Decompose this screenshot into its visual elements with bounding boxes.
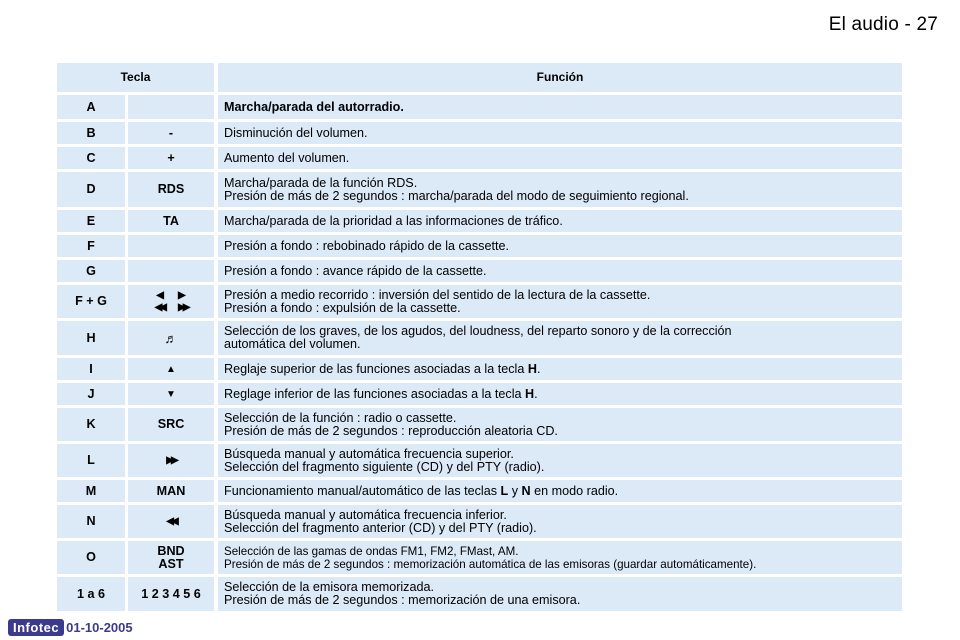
key-line: BND	[157, 543, 185, 558]
key-function-table	[57, 63, 902, 614]
row-function	[218, 408, 902, 441]
row-function: Marcha/parada del autorradio.	[218, 95, 902, 119]
row-letter: B	[57, 122, 125, 144]
footer	[8, 619, 133, 636]
table-row	[57, 147, 902, 169]
double-left-icon: ◀◀	[154, 301, 164, 313]
row-letter: G	[57, 260, 125, 282]
row-key	[128, 383, 214, 405]
table-row	[57, 383, 902, 405]
row-letter: F + G	[57, 285, 125, 318]
table-row	[57, 321, 902, 355]
row-function	[218, 444, 902, 477]
row-key	[128, 260, 214, 282]
row-key	[128, 505, 214, 538]
function-text-end: .	[534, 386, 538, 401]
table-row	[57, 577, 902, 611]
row-letter: F	[57, 235, 125, 257]
row-function: Presión a fondo : avance rápido de la cassette.	[218, 260, 902, 282]
function-line: Marcha/parada de la función RDS.	[224, 175, 418, 190]
function-line: Selección de las gamas de ondas FM1, FM2, FMast, AM.	[224, 544, 519, 558]
function-text-end: en modo radio.	[530, 483, 619, 498]
row-letter: M	[57, 480, 125, 502]
function-line: Selección del fragmento anterior (CD) y del PTY (radio).	[224, 520, 537, 535]
row-key	[128, 235, 214, 257]
function-line: Selección de la función : radio o cassette.	[224, 410, 457, 425]
table-row	[57, 358, 902, 380]
function-text: Funcionamiento manual/automático de las teclas	[224, 483, 501, 498]
row-letter: L	[57, 444, 125, 477]
function-line: Presión a fondo : expulsión de la cassette.	[224, 300, 461, 315]
row-letter: H	[57, 321, 125, 355]
function-text-end: .	[536, 361, 541, 376]
row-letter: 1 a 6	[57, 577, 125, 611]
row-key	[128, 444, 214, 477]
row-function	[218, 577, 902, 611]
table-header	[57, 63, 902, 92]
table-row	[57, 505, 902, 538]
function-line: Presión de más de 2 segundos : reproducción aleatoria CD.	[224, 423, 558, 438]
infotec-logo: Infotec	[8, 619, 64, 636]
triangle-left-icon: ◀	[156, 289, 164, 301]
row-letter: A	[57, 95, 125, 119]
table-row	[57, 480, 902, 502]
function-line: Presión a medio recorrido : inversión del sentido de la lectura de la cassette.	[224, 287, 651, 302]
table-row	[57, 260, 902, 282]
row-function	[218, 358, 902, 380]
row-key: TA	[128, 210, 214, 232]
column-header-function: Función	[218, 63, 902, 92]
row-function: Disminución del volumen.	[218, 122, 902, 144]
row-letter: K	[57, 408, 125, 441]
table-row	[57, 285, 902, 318]
table-row	[57, 172, 902, 207]
table-row	[57, 408, 902, 441]
double-right-icon: ▶▶	[178, 301, 188, 313]
row-key: +	[128, 147, 214, 169]
row-letter: C	[57, 147, 125, 169]
row-key: RDS	[128, 172, 214, 207]
row-key: SRC	[128, 408, 214, 441]
table-row	[57, 95, 902, 119]
function-line: automática del volumen.	[224, 337, 361, 351]
row-letter: I	[57, 358, 125, 380]
table-row	[57, 444, 902, 477]
music-note-icon: ♬	[164, 330, 178, 346]
function-line: Presión de más de 2 segundos : marcha/parada del modo de seguimiento regional.	[224, 188, 689, 203]
row-letter: E	[57, 210, 125, 232]
function-line: Selección del fragmento siguiente (CD) y del PTY (radio).	[224, 459, 545, 474]
arrow-down-icon: ▼	[166, 388, 176, 400]
table-row	[57, 541, 902, 574]
function-line: Búsqueda manual y automática frecuencia superior.	[224, 446, 514, 461]
row-letter: N	[57, 505, 125, 538]
row-function	[218, 505, 902, 538]
table-row	[57, 235, 902, 257]
row-letter: O	[57, 541, 125, 574]
row-key: MAN	[128, 480, 214, 502]
row-key	[128, 285, 214, 318]
arrow-up-icon: ▲	[166, 363, 176, 375]
row-letter: D	[57, 172, 125, 207]
function-text: Reglage inferior de las funciones asociadas a la tecla	[224, 386, 526, 401]
row-function	[218, 541, 902, 574]
double-right-icon: ▶▶	[166, 455, 176, 466]
row-function: Aumento del volumen.	[218, 147, 902, 169]
row-letter: J	[57, 383, 125, 405]
table-row	[57, 210, 902, 232]
function-line: Búsqueda manual y automática frecuencia inferior.	[224, 507, 507, 522]
function-line: Presión de más de 2 segundos : memorización de una emisora.	[224, 593, 581, 607]
row-function: Marcha/parada de la prioridad a las informaciones de tráfico.	[218, 210, 902, 232]
function-key-ref: H	[527, 361, 537, 376]
row-function	[218, 285, 902, 318]
function-line: Selección de la emisora memorizada.	[224, 580, 434, 594]
triangle-right-icon: ▶	[178, 289, 186, 301]
function-line: Presión de más de 2 segundos : memorización automática de las emisoras (guardar automáticamente).	[224, 557, 757, 571]
column-header-key: Tecla	[57, 63, 214, 92]
table-row	[57, 122, 902, 144]
row-key: 1 2 3 4 5 6	[128, 577, 214, 611]
double-left-icon: ◀◀	[166, 516, 176, 527]
function-text-mid: y	[508, 483, 522, 498]
key-line: AST	[158, 556, 184, 571]
function-line: Selección de los graves, de los agudos, del loudness, del reparto sonoro y de la corrección	[224, 324, 732, 338]
function-key-ref: N	[521, 483, 531, 498]
row-key: -	[128, 122, 214, 144]
row-function	[218, 480, 902, 502]
page-header: El audio - 27	[828, 14, 938, 35]
function-text: Reglaje superior de las funciones asociadas a la tecla	[224, 361, 528, 376]
row-key	[128, 95, 214, 119]
row-key	[128, 358, 214, 380]
row-key	[128, 321, 214, 355]
row-key	[128, 541, 214, 574]
row-function: Presión a fondo : rebobinado rápido de la cassette.	[218, 235, 902, 257]
row-function	[218, 172, 902, 207]
footer-date: 01-10-2005	[66, 620, 133, 635]
row-function	[218, 321, 902, 355]
function-key-ref: L	[500, 483, 509, 498]
function-key-ref: H	[525, 386, 535, 401]
row-function	[218, 383, 902, 405]
